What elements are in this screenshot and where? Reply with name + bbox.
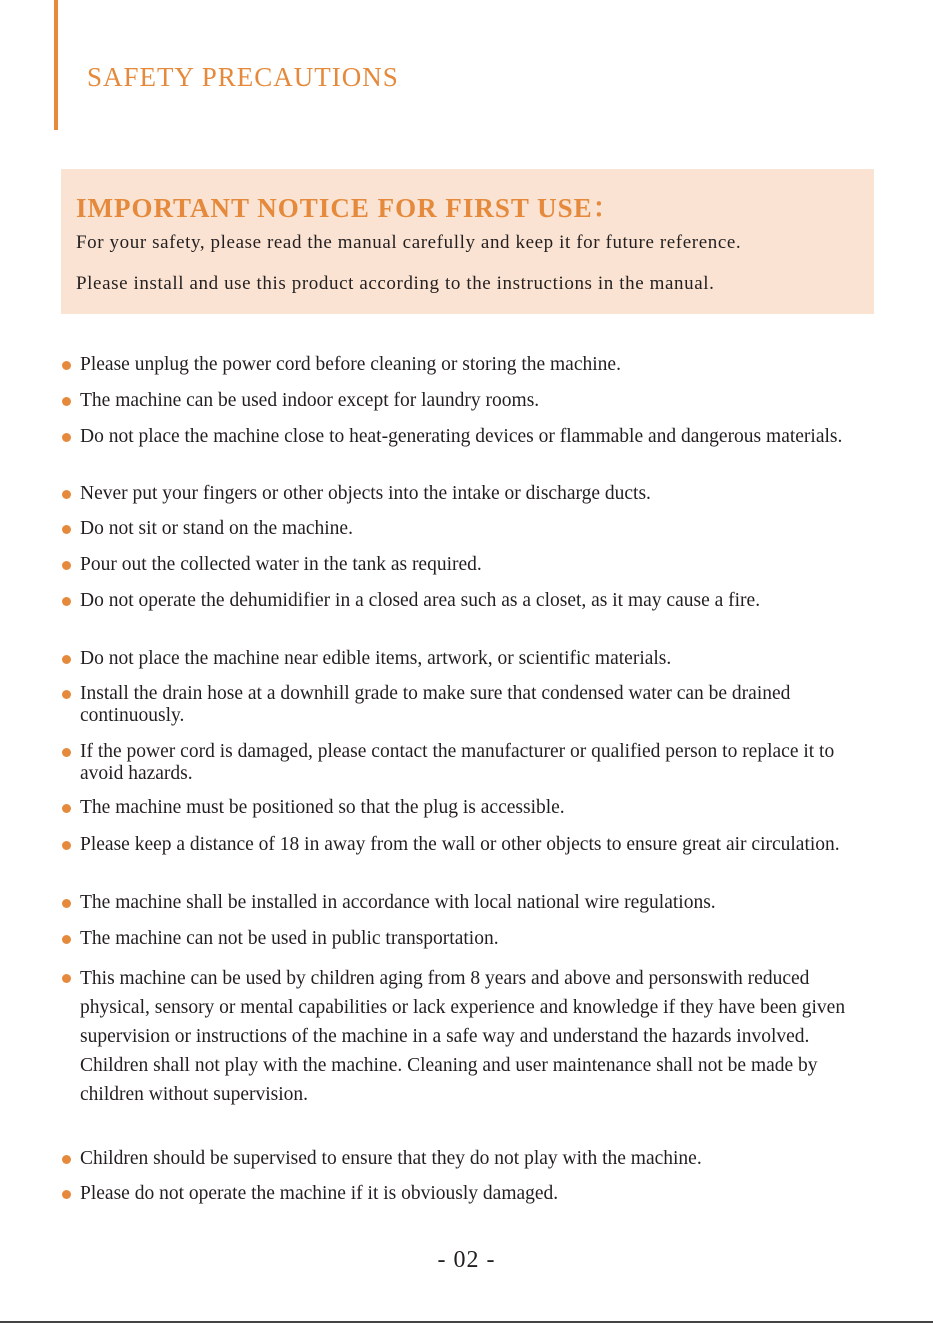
precaution-text: Never put your fingers or other objects into the intake or discharge ducts. xyxy=(80,483,651,504)
precaution-item xyxy=(61,590,876,612)
important-notice-box xyxy=(61,169,874,314)
precaution-text: Children should be supervised to ensure that they do not play with the machine. xyxy=(80,1148,702,1169)
notice-title: IMPORTANT NOTICE FOR FIRST USE： xyxy=(76,193,621,223)
precaution-text: This machine can be used by children aging from 8 years and above and personswith reduced physical, sensory or mental capabilities or lack experience and knowledge if they have been given supervision or instructions of the machine in a safe way and understand the hazards involved. Children shall not play with the machine. Cleaning and user maintenance shall not be made by children without supervision. xyxy=(80,968,846,1105)
precaution-item xyxy=(61,354,876,376)
bullet-dot-icon xyxy=(62,935,71,944)
precaution-text: Please unplug the power cord before cleaning or storing the machine. xyxy=(80,354,621,375)
bullet-dot-icon xyxy=(62,655,71,664)
precaution-text: Do not sit or stand on the machine. xyxy=(80,518,353,539)
precaution-item xyxy=(61,648,876,670)
precaution-item xyxy=(61,426,876,448)
bullet-dot-icon xyxy=(62,1190,71,1199)
page-number: - 02 - xyxy=(437,1247,496,1273)
precaution-item xyxy=(61,390,876,412)
precaution-text: Do not place the machine close to heat-generating devices or flammable and dangerous materials. xyxy=(80,426,843,447)
bullet-dot-icon xyxy=(62,748,71,757)
precaution-item xyxy=(61,834,876,856)
precaution-item xyxy=(61,741,876,785)
bullet-dot-icon xyxy=(62,841,71,850)
precaution-text: Please do not operate the machine if it is obviously damaged. xyxy=(80,1183,559,1204)
notice-line: For your safety, please read the manual carefully and keep it for future reference. xyxy=(76,232,742,253)
precaution-item xyxy=(61,928,876,950)
precaution-item xyxy=(61,1183,876,1205)
precaution-item xyxy=(61,797,876,819)
bottom-divider xyxy=(0,1321,933,1323)
precaution-item xyxy=(61,483,876,505)
precaution-text: The machine can be used indoor except for laundry rooms. xyxy=(80,390,540,411)
bullet-dot-icon xyxy=(62,361,71,370)
bullet-dot-icon xyxy=(62,690,71,699)
notice-line: Please install and use this product according to the instructions in the manual. xyxy=(76,273,715,294)
precaution-item xyxy=(61,1148,876,1170)
bullet-dot-icon xyxy=(62,433,71,442)
accent-bar xyxy=(54,0,58,130)
precaution-text: The machine can not be used in public transportation. xyxy=(80,928,499,949)
precaution-text: If the power cord is damaged, please contact the manufacturer or qualified person to replace it to avoid hazards. xyxy=(80,741,835,784)
precaution-text: Please keep a distance of 18 in away from the wall or other objects to ensure great air circulation. xyxy=(80,834,840,855)
precaution-item xyxy=(61,518,876,540)
precaution-text: Pour out the collected water in the tank as required. xyxy=(80,554,482,575)
bullet-dot-icon xyxy=(62,899,71,908)
bullet-dot-icon xyxy=(62,490,71,499)
bullet-dot-icon xyxy=(62,1155,71,1164)
bullet-dot-icon xyxy=(62,804,71,813)
bullet-dot-icon xyxy=(62,525,71,534)
precaution-text: Install the drain hose at a downhill grade to make sure that condensed water can be drained continuously. xyxy=(80,683,791,726)
precaution-item xyxy=(61,554,876,576)
bullet-dot-icon xyxy=(62,397,71,406)
bullet-dot-icon xyxy=(62,597,71,606)
precaution-text: Do not operate the dehumidifier in a closed area such as a closet, as it may cause a fire. xyxy=(80,590,761,611)
precaution-item xyxy=(61,683,876,727)
precaution-text: The machine shall be installed in accordance with local national wire regulations. xyxy=(80,892,716,913)
precaution-item xyxy=(61,892,876,914)
precaution-item xyxy=(61,964,876,1109)
precaution-text: The machine must be positioned so that the plug is accessible. xyxy=(80,797,565,818)
bullet-dot-icon xyxy=(62,974,71,983)
precaution-text: Do not place the machine near edible items, artwork, or scientific materials. xyxy=(80,648,672,669)
page-title: SAFETY PRECAUTIONS xyxy=(87,62,399,92)
bullet-dot-icon xyxy=(62,561,71,570)
